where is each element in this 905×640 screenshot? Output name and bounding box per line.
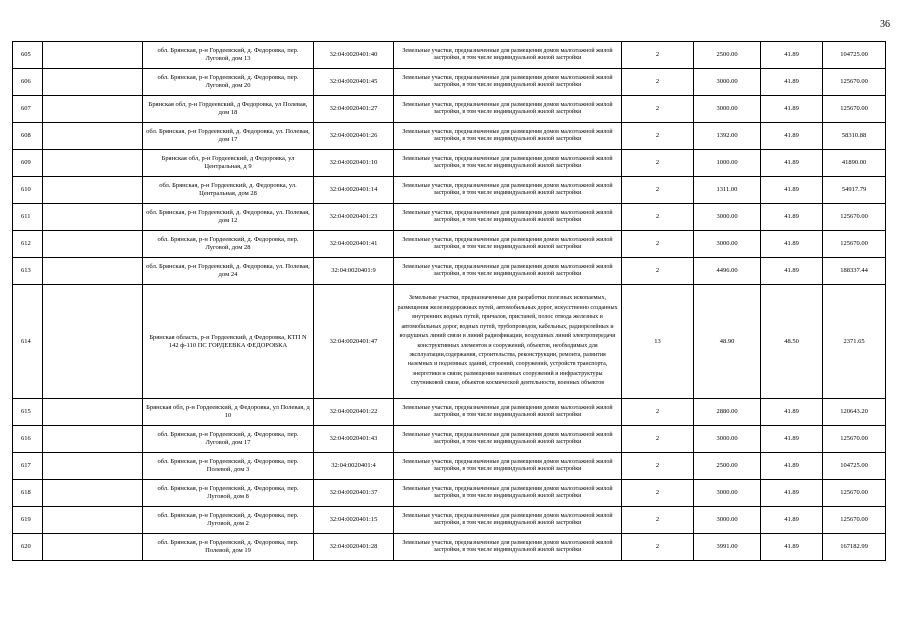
row-cadastral-number: 32:04:0020401:15 (314, 507, 394, 534)
row-number: 605 (13, 42, 43, 69)
row-cadastral-value: 167182.99 (823, 534, 886, 561)
row-use-group: 2 (622, 231, 694, 258)
row-cadastral-value: 125670.00 (823, 480, 886, 507)
row-spacer (43, 480, 143, 507)
row-address: обл. Брянская, р-н Гордеевский, д. Федоровка, пер. Луговой, дом 28 (143, 231, 314, 258)
row-area: 2500.00 (694, 453, 761, 480)
row-cadastral-number: 32:04:0020401:27 (314, 96, 394, 123)
row-use-group: 2 (622, 399, 694, 426)
row-cadastral-number: 32:04:0020401:28 (314, 534, 394, 561)
row-number: 619 (13, 507, 43, 534)
row-cadastral-number: 32:04:0020401:43 (314, 426, 394, 453)
table-row (13, 231, 886, 258)
row-number: 606 (13, 69, 43, 96)
row-address: обл. Брянская, р-н Гордеевский, д. Федоровка, пер. Луговой, дом 20 (143, 69, 314, 96)
row-cadastral-value: 125670.00 (823, 69, 886, 96)
row-number: 614 (13, 285, 43, 399)
row-area: 48.90 (694, 285, 761, 399)
row-use-group: 2 (622, 204, 694, 231)
row-cadastral-number: 32:04:0020401:45 (314, 69, 394, 96)
row-cadastral-number: 32:04:0020401:40 (314, 42, 394, 69)
table-row (13, 399, 886, 426)
row-cadastral-value: 54917.79 (823, 177, 886, 204)
row-address: обл. Брянская, р-н Гордеевский, д. Федоровка, пер. Полевой, дом 3 (143, 453, 314, 480)
row-number: 617 (13, 453, 43, 480)
row-land-use: Земельные участки, предназначенные для размещения домов малоэтажной жилой застройки, в том числе индивидуальной жилой застройки (394, 453, 622, 480)
row-land-use: Земельные участки, предназначенные для размещения домов малоэтажной жилой застройки, в том числе индивидуальной жилой застройки (394, 507, 622, 534)
row-cadastral-value: 120643.20 (823, 399, 886, 426)
row-specific-value: 41.89 (761, 69, 823, 96)
row-land-use: Земельные участки, предназначенные для размещения домов малоэтажной жилой застройки, в том числе индивидуальной жилой застройки (394, 480, 622, 507)
row-address: обл. Брянская, р-н Гордеевский, д. Федоровка, пер. Луговой, дом 2 (143, 507, 314, 534)
row-area: 3000.00 (694, 231, 761, 258)
row-area: 3000.00 (694, 507, 761, 534)
row-address: обл. Брянская, р-н Гордеевский, д. Федоровка, ул. Полевая, дом 24 (143, 258, 314, 285)
row-use-group: 2 (622, 177, 694, 204)
row-land-use: Земельные участки, предназначенные для размещения домов малоэтажной жилой застройки, в том числе индивидуальной жилой застройки (394, 150, 622, 177)
row-address: обл. Брянская, р-н Гордеевский, д. Федоровка, ул. Полевая, дом 17 (143, 123, 314, 150)
row-specific-value: 41.89 (761, 534, 823, 561)
row-spacer (43, 426, 143, 453)
row-specific-value: 41.89 (761, 150, 823, 177)
row-spacer (43, 123, 143, 150)
row-number: 609 (13, 150, 43, 177)
row-number: 615 (13, 399, 43, 426)
row-specific-value: 41.89 (761, 258, 823, 285)
row-number: 618 (13, 480, 43, 507)
row-spacer (43, 177, 143, 204)
row-spacer (43, 42, 143, 69)
row-land-use: Земельные участки, предназначенные для размещения домов малоэтажной жилой застройки, в том числе индивидуальной жилой застройки (394, 42, 622, 69)
row-use-group: 2 (622, 453, 694, 480)
row-land-use: Земельные участки, предназначенные для размещения домов малоэтажной жилой застройки, в том числе индивидуальной жилой застройки (394, 204, 622, 231)
row-specific-value: 41.89 (761, 42, 823, 69)
table-row (13, 426, 886, 453)
row-use-group: 2 (622, 42, 694, 69)
table-row (13, 69, 886, 96)
row-use-group: 2 (622, 69, 694, 96)
row-spacer (43, 534, 143, 561)
row-area: 2880.00 (694, 399, 761, 426)
row-area: 1392.00 (694, 123, 761, 150)
row-address: обл. Брянская, р-н Гордеевский, д. Федоровка, пер. Полевой, дом 19 (143, 534, 314, 561)
table-row (13, 177, 886, 204)
row-cadastral-value: 125670.00 (823, 231, 886, 258)
row-cadastral-number: 32:04:0020401:9 (314, 258, 394, 285)
row-area: 3000.00 (694, 69, 761, 96)
row-spacer (43, 150, 143, 177)
row-specific-value: 41.89 (761, 123, 823, 150)
row-area: 3000.00 (694, 426, 761, 453)
row-cadastral-value: 104725.00 (823, 42, 886, 69)
row-cadastral-value: 2371.65 (823, 285, 886, 399)
table-row (13, 285, 886, 399)
row-address: Брянская обл, р-н Гордеевский, д Федоровка, ул Центральная, д 9 (143, 150, 314, 177)
page-number: 36 (880, 19, 890, 30)
row-land-use: Земельные участки, предназначенные для размещения домов малоэтажной жилой застройки, в том числе индивидуальной жилой застройки (394, 177, 622, 204)
table-row (13, 150, 886, 177)
row-land-use: Земельные участки, предназначенные для размещения домов малоэтажной жилой застройки, в том числе индивидуальной жилой застройки (394, 69, 622, 96)
row-spacer (43, 231, 143, 258)
row-number: 613 (13, 258, 43, 285)
row-cadastral-value: 58310.88 (823, 123, 886, 150)
row-spacer (43, 96, 143, 123)
row-number: 620 (13, 534, 43, 561)
row-cadastral-number: 32:04:0020401:4 (314, 453, 394, 480)
row-use-group: 2 (622, 507, 694, 534)
row-area: 4496.00 (694, 258, 761, 285)
row-spacer (43, 204, 143, 231)
row-cadastral-number: 32:04:0020401:10 (314, 150, 394, 177)
row-use-group: 2 (622, 258, 694, 285)
row-land-use: Земельные участки, предназначенные для размещения домов малоэтажной жилой застройки, в том числе индивидуальной жилой застройки (394, 399, 622, 426)
row-number: 607 (13, 96, 43, 123)
row-land-use: Земельные участки, предназначенные для размещения домов малоэтажной жилой застройки, в том числе индивидуальной жилой застройки (394, 96, 622, 123)
row-cadastral-value: 104725.00 (823, 453, 886, 480)
row-address: обл. Брянская, р-н Гордеевский, д. Федоровка, ул. Полевая, дом 12 (143, 204, 314, 231)
row-cadastral-value: 125670.00 (823, 204, 886, 231)
row-cadastral-number: 32:04:0020401:22 (314, 399, 394, 426)
row-number: 608 (13, 123, 43, 150)
table-row (13, 480, 886, 507)
row-cadastral-number: 32:04:0020401:47 (314, 285, 394, 399)
row-land-use: Земельные участки, предназначенные для размещения домов малоэтажной жилой застройки, в том числе индивидуальной жилой застройки (394, 534, 622, 561)
table-row (13, 123, 886, 150)
row-spacer (43, 258, 143, 285)
row-cadastral-value: 125670.00 (823, 507, 886, 534)
row-cadastral-number: 32:04:0020401:23 (314, 204, 394, 231)
row-address: обл. Брянская, р-н Гордеевский, д. Федоровка, ул. Центральная, дом 28 (143, 177, 314, 204)
row-spacer (43, 285, 143, 399)
row-land-use: Земельные участки, предназначенные для размещения домов малоэтажной жилой застройки, в том числе индивидуальной жилой застройки (394, 123, 622, 150)
row-specific-value: 41.89 (761, 480, 823, 507)
row-cadastral-number: 32:04:0020401:41 (314, 231, 394, 258)
row-area: 1311.00 (694, 177, 761, 204)
row-specific-value: 41.89 (761, 399, 823, 426)
row-cadastral-value: 188337.44 (823, 258, 886, 285)
row-use-group: 2 (622, 534, 694, 561)
row-specific-value: 48.50 (761, 285, 823, 399)
row-spacer (43, 69, 143, 96)
row-address: обл. Брянская, р-н Гордеевский, д. Федоровка, пер. Луговой, дом 13 (143, 42, 314, 69)
row-specific-value: 41.89 (761, 426, 823, 453)
row-land-use: Земельные участки, предназначенные для размещения домов малоэтажной жилой застройки, в том числе индивидуальной жилой застройки (394, 426, 622, 453)
row-land-use: Земельные участки, предназначенные для размещения домов малоэтажной жилой застройки, в том числе индивидуальной жилой застройки (394, 258, 622, 285)
row-cadastral-value: 41890.00 (823, 150, 886, 177)
row-number: 611 (13, 204, 43, 231)
row-spacer (43, 453, 143, 480)
row-address: Брянская обл, р-н Гордеевский, д Федоровка, ул Полевая, д 10 (143, 399, 314, 426)
row-specific-value: 41.89 (761, 204, 823, 231)
table-row (13, 453, 886, 480)
table-row (13, 42, 886, 69)
row-address: Брянская обл, р-н Гордеевский, д Федоровка, ул Полевая, дом 18 (143, 96, 314, 123)
row-cadastral-number: 32:04:0020401:14 (314, 177, 394, 204)
table-row (13, 534, 886, 561)
table-row (13, 258, 886, 285)
row-specific-value: 41.89 (761, 231, 823, 258)
row-spacer (43, 399, 143, 426)
row-cadastral-number: 32:04:0020401:26 (314, 123, 394, 150)
row-address: обл. Брянская, р-н Гордеевский, д. Федоровка, пер. Луговой, дом 8 (143, 480, 314, 507)
row-use-group: 2 (622, 150, 694, 177)
row-specific-value: 41.89 (761, 177, 823, 204)
row-specific-value: 41.89 (761, 507, 823, 534)
row-area: 3000.00 (694, 204, 761, 231)
row-area: 3000.00 (694, 480, 761, 507)
row-area: 3000.00 (694, 96, 761, 123)
row-number: 616 (13, 426, 43, 453)
table-row (13, 96, 886, 123)
row-number: 612 (13, 231, 43, 258)
cadastral-value-table (12, 41, 886, 561)
row-cadastral-number: 32:04:0020401:37 (314, 480, 394, 507)
row-spacer (43, 507, 143, 534)
row-use-group: 2 (622, 426, 694, 453)
row-address: обл. Брянская, р-н Гордеевский, д. Федоровка, пер. Луговой, дом 17 (143, 426, 314, 453)
row-specific-value: 41.89 (761, 96, 823, 123)
row-use-group: 2 (622, 480, 694, 507)
row-land-use: Земельные участки, предназначенные для размещения домов малоэтажной жилой застройки, в том числе индивидуальной жилой застройки (394, 231, 622, 258)
row-number: 610 (13, 177, 43, 204)
row-area: 1000.00 (694, 150, 761, 177)
table-row (13, 204, 886, 231)
row-land-use: Земельные участки, предназначенные для разработки полезных ископаемых, размещения железнодорожных путей, автомобильных дорог, искусственно созданных внутренних водных путей, причалов, пристаней, полос отвода железных и автомобильных дорог, водных путей, трубопроводов, кабельных, радиорелейных и воздушных линий связи и линий радиофикации, воздушных линий электропередачи конструктивных элементов и сооружений, объектов, необходимых для эксплуатации,содержания, строительства, реконструкции, ремонта, развития наземных и подземных зданий, строений, сооружений, устройств транспорта, энергетики и связи; размещения наземных сооружений и инфраструктуры спутниковой связи, объектов космической деятельности, военных объектов (394, 285, 622, 399)
row-specific-value: 41.89 (761, 453, 823, 480)
row-area: 3991.00 (694, 534, 761, 561)
row-cadastral-value: 125670.00 (823, 96, 886, 123)
row-address: Брянская область, р-н Гордеевский, д Федоровка, КТП N 142 ф-110 ПС ГОРДЕЕВКА ФЕДОРОВКА (143, 285, 314, 399)
row-use-group: 2 (622, 123, 694, 150)
row-use-group: 13 (622, 285, 694, 399)
row-use-group: 2 (622, 96, 694, 123)
row-cadastral-value: 125670.00 (823, 426, 886, 453)
table-row (13, 507, 886, 534)
row-area: 2500.00 (694, 42, 761, 69)
